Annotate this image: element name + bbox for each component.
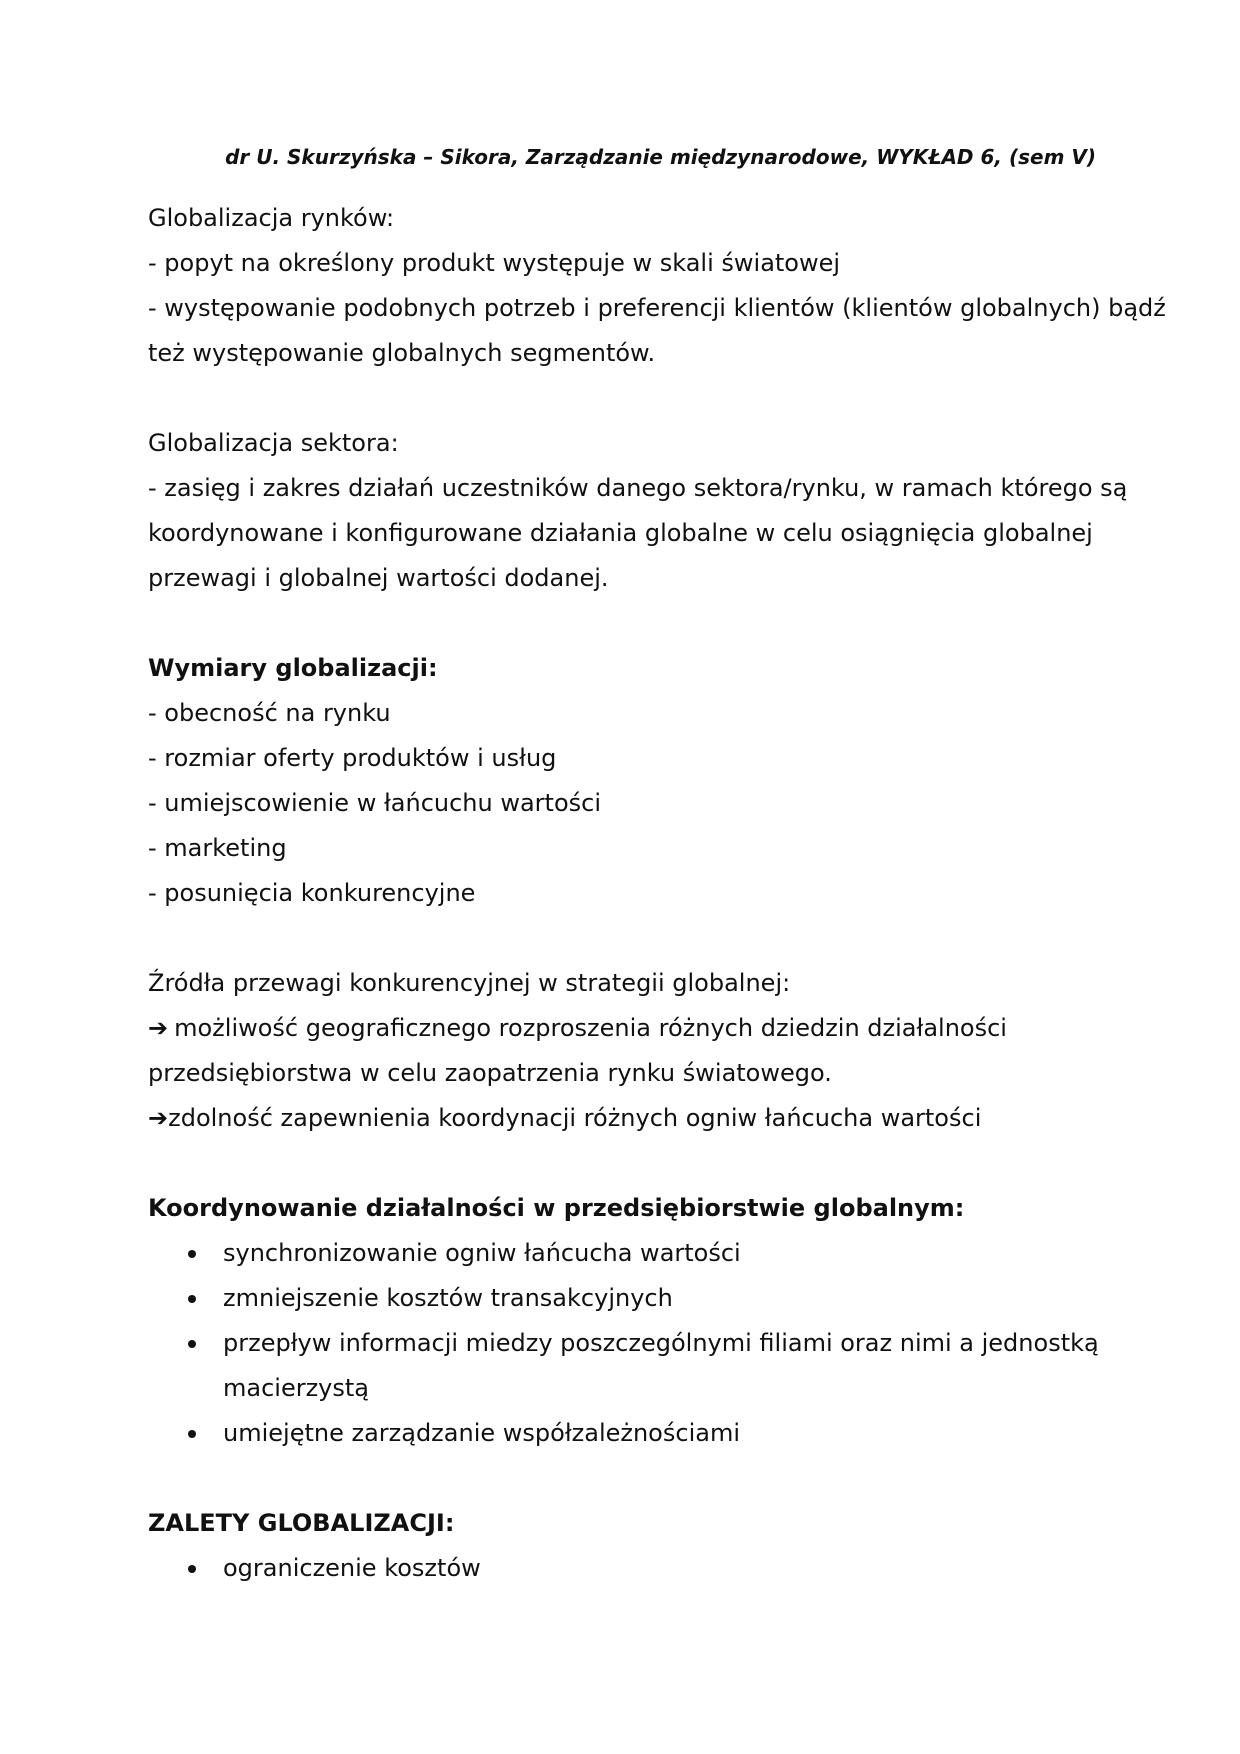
bullet-list-item <box>148 1546 1098 1591</box>
arrow-item-text: możliwość geograficznego rozproszenia różnych dziedzin działalności <box>174 1014 1007 1042</box>
list-item: - obecność na rynku <box>148 699 391 727</box>
bullet-icon <box>188 1340 196 1348</box>
bullet-text: zmniejszenie kosztów transakcyjnych <box>223 1284 673 1312</box>
bullet-icon <box>188 1565 196 1573</box>
paragraph-line: przewagi i globalnej wartości dodanej. <box>148 564 609 592</box>
section-heading-wymiary: Wymiary globalizacji: <box>148 654 438 682</box>
arrow-right-icon: ➔ <box>148 1104 169 1132</box>
bullet-text: przepływ informacji miedzy poszczególnymi filiami oraz nimi a jednostką <box>223 1329 1099 1357</box>
list-item: - posunięcia konkurencyjne <box>148 879 476 907</box>
section-title-zrodla: Źródła przewagi konkurencyjnej w strategii globalnej: <box>148 969 791 997</box>
paragraph-line: - występowanie podobnych potrzeb i preferencji klientów (klientów globalnych) bądź <box>148 294 1166 322</box>
paragraph-line: - popyt na określony produkt występuje w skali światowej <box>148 249 841 277</box>
document-body <box>148 196 1166 1591</box>
spacer <box>148 601 1098 646</box>
paragraph-line: - zasięg i zakres działań uczestników danego sektora/rynku, w ramach którego są <box>148 474 1128 502</box>
list-item: - marketing <box>148 834 287 862</box>
arrow-list-item <box>148 1006 1098 1051</box>
arrow-list-item <box>148 1096 1098 1141</box>
bullet-icon <box>188 1295 196 1303</box>
bullet-list-item <box>148 1231 1098 1276</box>
bullet-text: umiejętne zarządzanie współzależnościami <box>223 1419 740 1447</box>
bullet-text: ograniczenie kosztów <box>223 1554 481 1582</box>
paragraph-line: też występowanie globalnych segmentów. <box>148 339 656 367</box>
bullet-text: synchronizowanie ogniw łańcucha wartości <box>223 1239 741 1267</box>
paragraph-line: koordynowane i konfigurowane działania globalne w celu osiągnięcia globalnej <box>148 519 1093 547</box>
list-item: - rozmiar oferty produktów i usług <box>148 744 557 772</box>
section-title-globalizacja-rynkow: Globalizacja rynków: <box>148 204 395 232</box>
section-title-globalizacja-sektora: Globalizacja sektora: <box>148 429 399 457</box>
bullet-list-item <box>148 1321 1098 1411</box>
arrow-right-icon: ➔ <box>148 1014 169 1042</box>
section-heading-zalety: ZALETY GLOBALIZACJI: <box>148 1509 455 1537</box>
bullet-icon <box>188 1430 196 1438</box>
bullet-text-continuation: macierzystą <box>223 1374 370 1402</box>
bullet-list-item <box>148 1276 1098 1321</box>
spacer <box>148 1456 1098 1501</box>
arrow-item-continuation: przedsiębiorstwa w celu zaopatrzenia rynku światowego. <box>148 1059 832 1087</box>
spacer <box>148 1141 1098 1186</box>
spacer <box>148 916 1098 961</box>
bullet-list-item <box>148 1411 1098 1456</box>
list-item: - umiejscowienie w łańcuchu wartości <box>148 789 602 817</box>
arrow-item-text: zdolność zapewnienia koordynacji różnych ogniw łańcucha wartości <box>168 1104 982 1132</box>
spacer <box>148 376 1098 421</box>
document-header: dr U. Skurzyńska – Sikora, Zarządzanie międzynarodowe, WYKŁAD 6, (sem V) <box>225 145 1096 169</box>
section-heading-koordynowanie: Koordynowanie działalności w przedsiębiorstwie globalnym: <box>148 1194 965 1222</box>
bullet-icon <box>188 1250 196 1258</box>
